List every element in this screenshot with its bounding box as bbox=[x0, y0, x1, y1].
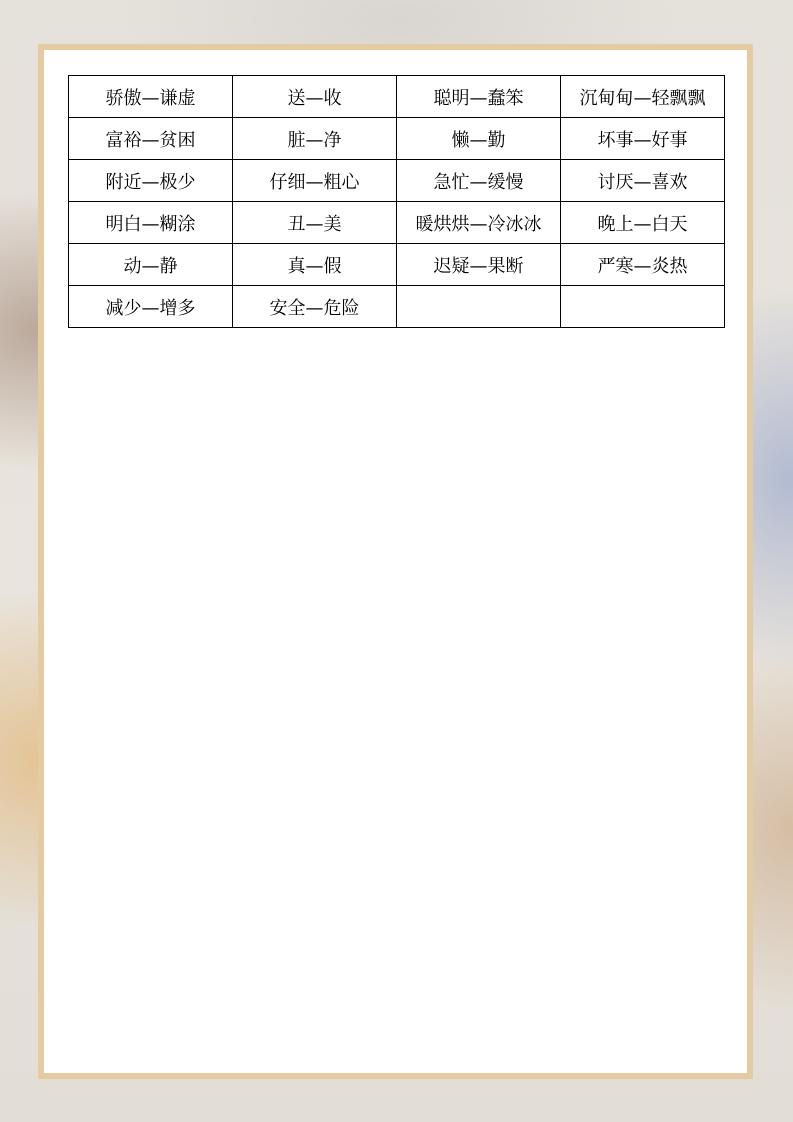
table-row bbox=[69, 202, 725, 244]
antonym-pair-cell: 骄傲—谦虚 bbox=[69, 76, 233, 118]
antonym-pair-cell: 讨厌—喜欢 bbox=[561, 160, 725, 202]
table-row bbox=[69, 76, 725, 118]
table-row bbox=[69, 118, 725, 160]
antonym-pair-cell: 急忙—缓慢 bbox=[397, 160, 561, 202]
table-row bbox=[69, 160, 725, 202]
antonym-pair-cell: 真—假 bbox=[233, 244, 397, 286]
table-row bbox=[69, 244, 725, 286]
antonym-pair-cell: 聪明—蠢笨 bbox=[397, 76, 561, 118]
empty-cell bbox=[561, 286, 725, 328]
antonym-pair-cell: 迟疑—果断 bbox=[397, 244, 561, 286]
antonym-pair-cell: 懒—勤 bbox=[397, 118, 561, 160]
table-row bbox=[69, 286, 725, 328]
antonym-pair-cell: 丑—美 bbox=[233, 202, 397, 244]
antonym-pair-cell: 沉甸甸—轻飘飘 bbox=[561, 76, 725, 118]
antonym-pair-cell: 富裕—贫困 bbox=[69, 118, 233, 160]
antonym-table-body bbox=[69, 76, 725, 328]
antonym-pair-cell: 送—收 bbox=[233, 76, 397, 118]
antonym-pair-cell: 明白—糊涂 bbox=[69, 202, 233, 244]
antonym-pair-cell: 减少—增多 bbox=[69, 286, 233, 328]
antonym-pair-cell: 脏—净 bbox=[233, 118, 397, 160]
antonym-table bbox=[68, 75, 725, 328]
document-page bbox=[38, 44, 753, 1079]
antonym-pair-cell: 安全—危险 bbox=[233, 286, 397, 328]
antonym-pair-cell: 暖烘烘—冷冰冰 bbox=[397, 202, 561, 244]
antonym-pair-cell: 动—静 bbox=[69, 244, 233, 286]
antonym-pair-cell: 严寒—炎热 bbox=[561, 244, 725, 286]
antonym-pair-cell: 坏事—好事 bbox=[561, 118, 725, 160]
empty-cell bbox=[397, 286, 561, 328]
antonym-pair-cell: 晚上—白天 bbox=[561, 202, 725, 244]
antonym-pair-cell: 附近—极少 bbox=[69, 160, 233, 202]
antonym-pair-cell: 仔细—粗心 bbox=[233, 160, 397, 202]
